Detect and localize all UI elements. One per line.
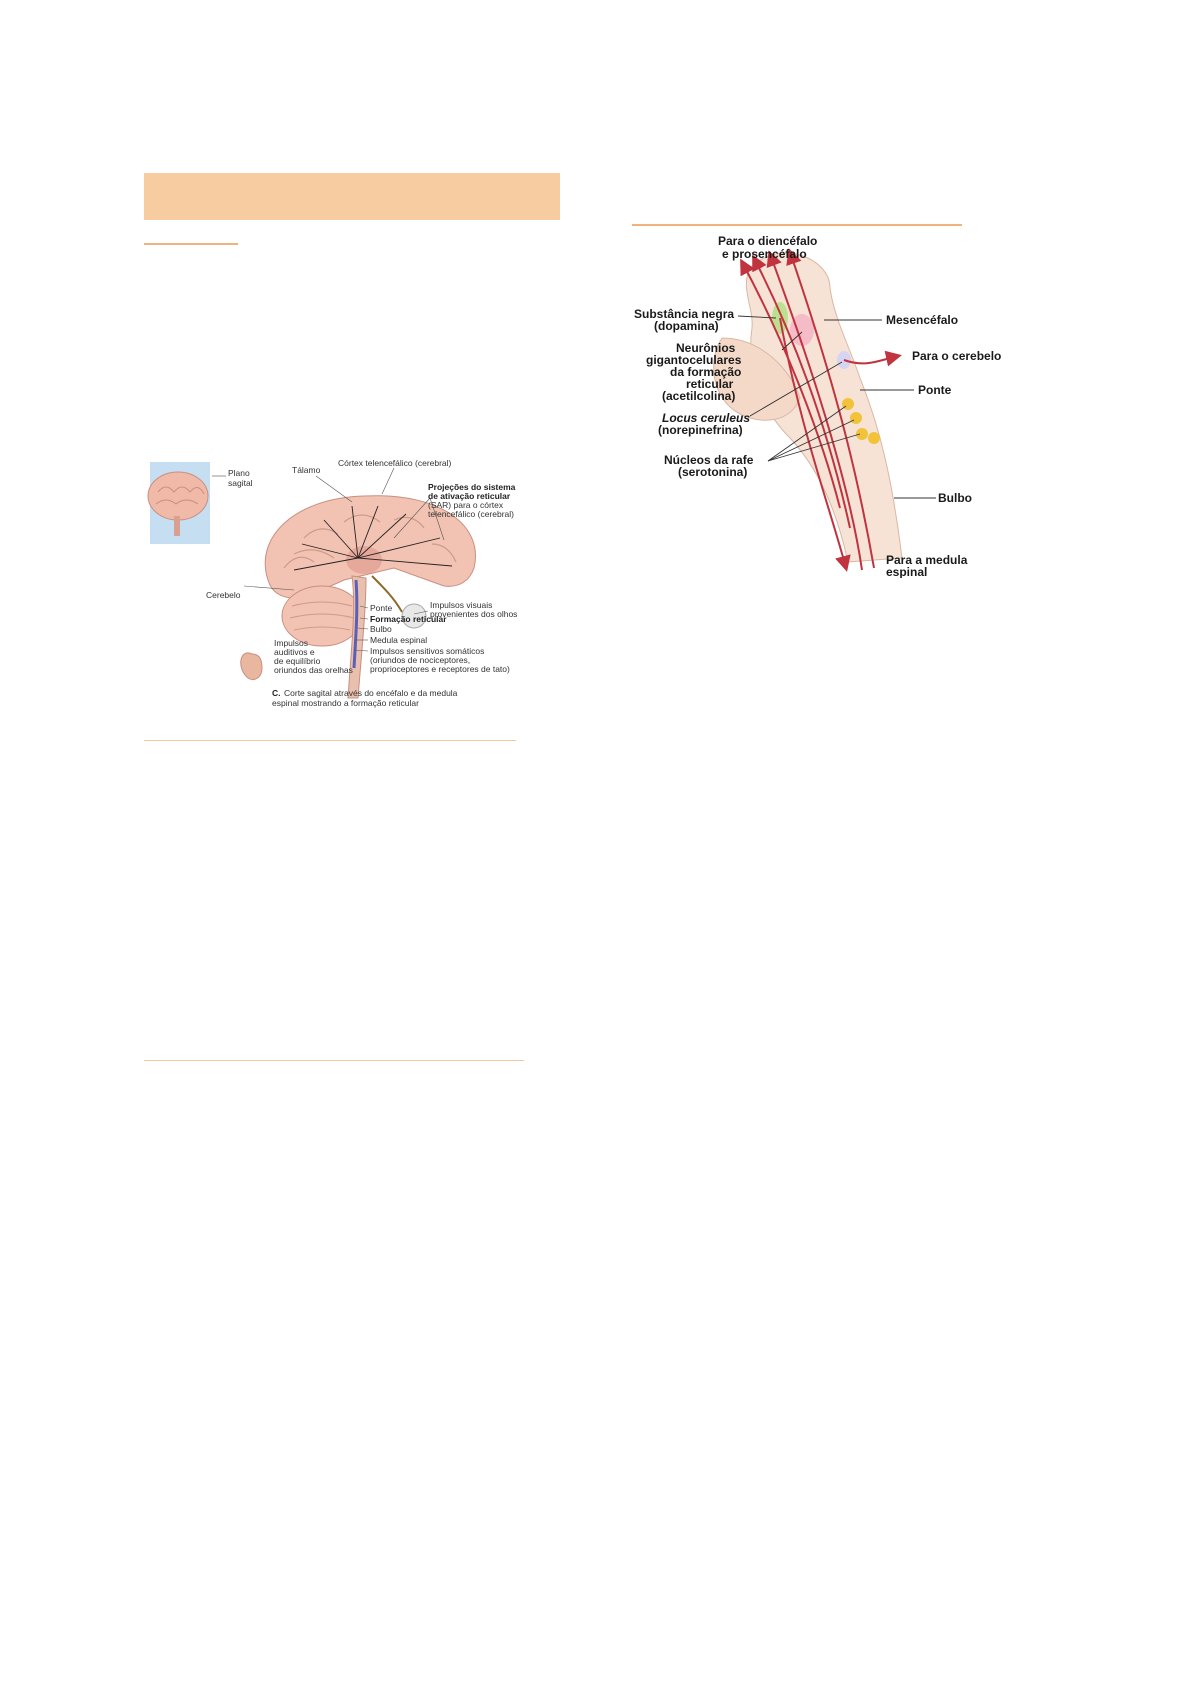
spinal-cord-label: Medula espinal (370, 635, 428, 645)
cortex-label: Córtex telencefálico (cerebral) (338, 458, 452, 468)
caption-line-2: espinal mostrando a formação reticular (272, 698, 419, 708)
auditory-label-3: de equilíbrio (274, 656, 321, 666)
pons-label: Ponte (918, 383, 952, 397)
visual-label-2: provenientes dos olhos (430, 609, 518, 619)
giganto-label-1: Neurônios (676, 341, 736, 355)
medulla-label: Bulbo (938, 491, 972, 505)
section-header-bar (144, 173, 560, 220)
giganto-label-3: da formação (670, 365, 742, 379)
locus-label-1: Locus ceruleus (662, 411, 751, 425)
spinal-label-1: Para a medula (886, 553, 968, 567)
brainstem-neurotransmitter-figure (630, 228, 1010, 578)
section-divider (144, 1060, 524, 1061)
auditory-label-2: auditivos e (274, 647, 315, 657)
giganto-label-5: (acetilcolina) (662, 389, 736, 403)
substantia-label-2: (dopamina) (654, 319, 719, 333)
medulla-label: Bulbo (370, 624, 392, 634)
auditory-label-1: Impulsos (274, 638, 309, 648)
mesencephalon-label: Mesencéfalo (886, 313, 959, 327)
cerebellum-label: Cerebelo (206, 590, 241, 600)
projections-label-4: telencefálico (cerebral) (428, 509, 514, 519)
thalamus-label: Tálamo (292, 465, 321, 475)
section-divider (144, 740, 516, 741)
figure-heading-underline (632, 224, 962, 226)
top-label-1: Para o diencéfalo (718, 234, 818, 248)
auditory-label-4: oriundos das orelhas (274, 665, 353, 675)
projections-label-1: Projeções do sistema (428, 482, 516, 492)
visual-label-1: Impulsos visuais (430, 600, 493, 610)
raphe-label-2: (serotonina) (678, 465, 748, 479)
somatic-label-3: proprioceptores e receptores de tato) (370, 664, 510, 674)
substantia-label-1: Substância negra (634, 307, 735, 321)
giganto-label-4: reticular (686, 377, 734, 391)
plane-label-1: Plano (228, 468, 250, 478)
caption-letter: C. (272, 688, 281, 698)
heading-underline (144, 243, 238, 245)
raphe-label-1: Núcleos da rafe (664, 453, 754, 467)
somatic-label-1: Impulsos sensitivos somáticos (370, 646, 485, 656)
giganto-label-2: gigantocelulares (646, 353, 742, 367)
pons-label: Ponte (370, 603, 393, 613)
somatic-label-2: (oriundos de nociceptores, (370, 655, 471, 665)
to-cerebellum-label: Para o cerebelo (912, 349, 1002, 363)
plane-label-2: sagital (228, 478, 253, 488)
top-label-2: e prosencéfalo (722, 247, 807, 261)
spinal-label-2: espinal (886, 565, 928, 578)
projections-label-3: (SAR) para o córtex (428, 500, 504, 510)
locus-label-2: (norepinefrina) (658, 423, 743, 437)
projections-label-2: de ativação reticular (428, 491, 511, 501)
caption-line-1: Corte sagital através do encéfalo e da medula (284, 688, 458, 698)
reticular-formation-figure (144, 458, 564, 718)
reticular-formation-label: Formação reticular (370, 614, 447, 624)
sagittal-plane-inset (148, 462, 226, 544)
